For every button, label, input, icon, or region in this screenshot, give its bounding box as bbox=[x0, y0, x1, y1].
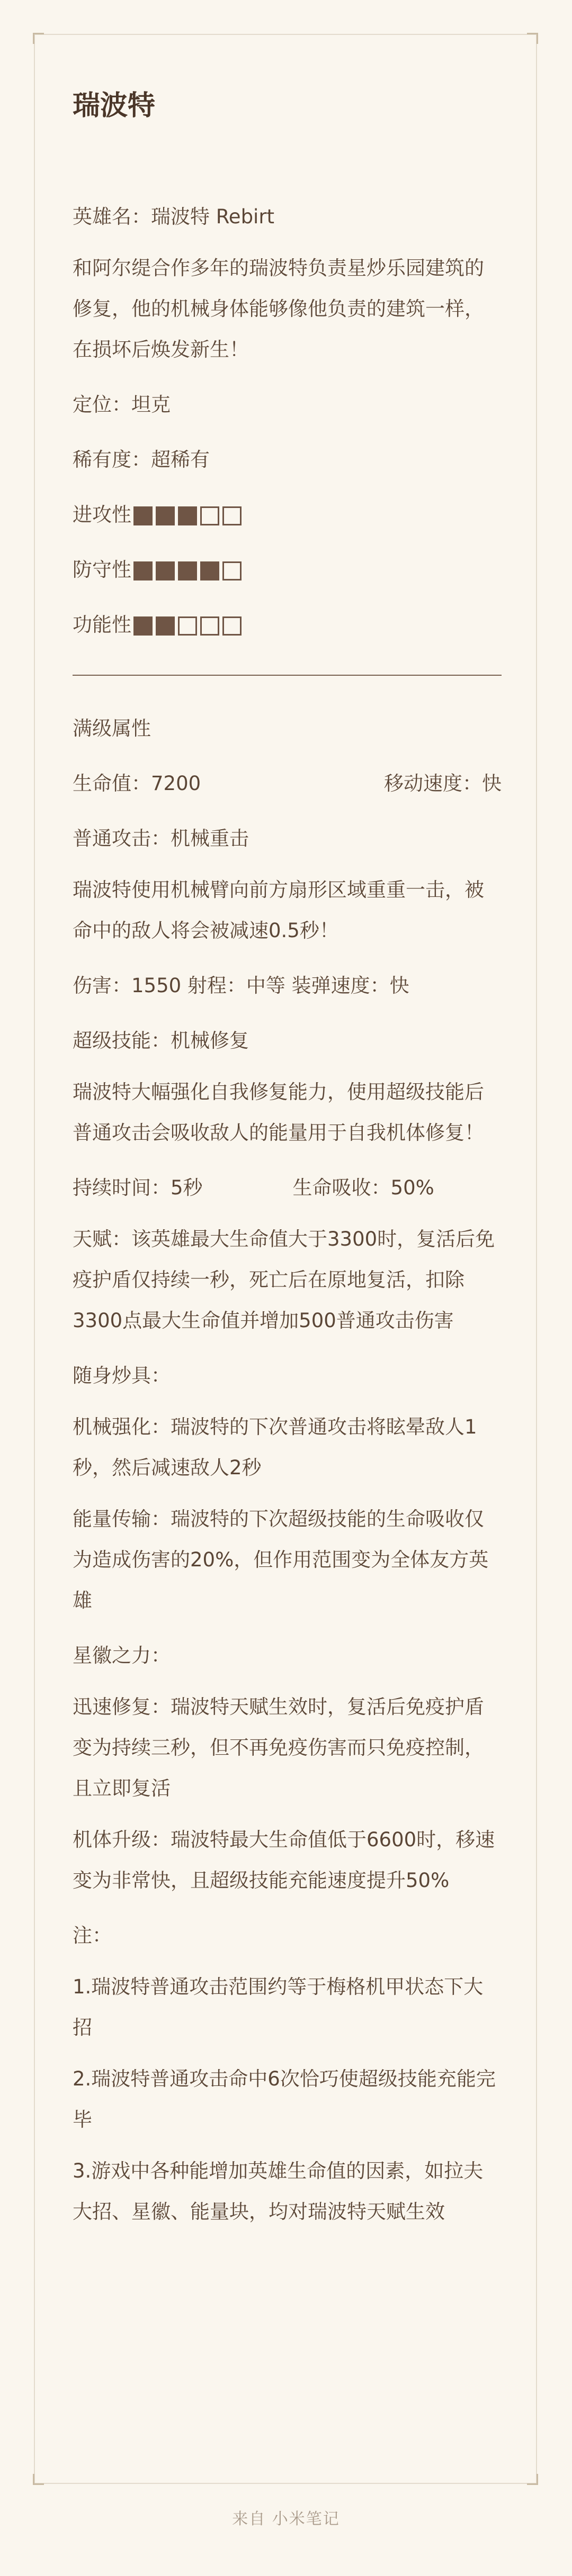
duration-row bbox=[73, 1164, 502, 1212]
max-level-heading: 满级属性 bbox=[73, 717, 151, 740]
rating-square-filled bbox=[156, 561, 175, 580]
rating-square-empty bbox=[200, 616, 219, 636]
talent: 天赋：该英雄最大生命值大于3300时，复活后免疫护盾仅持续一秒，死亡后在原地复活，扣除3300点最大生命值并增加500普通攻击伤害 bbox=[73, 1228, 495, 1332]
notes-heading: 注： bbox=[73, 1924, 112, 1947]
rating-square-filled bbox=[200, 561, 219, 580]
note-3: 3.游戏中各种能增加英雄生命值的因素，如拉夫大招、星徽、能量块，均对瑞波特天赋生效 bbox=[73, 2160, 484, 2223]
rating-square-filled bbox=[178, 506, 197, 525]
rating-square-filled bbox=[133, 506, 153, 525]
rating-squares bbox=[133, 616, 242, 636]
star-power-1: 迅速修复：瑞波特天赋生效时，复活后免疫护盾变为持续三秒，但不再免疫伤害而只免疫控制，且立即复活 bbox=[73, 1695, 484, 1800]
note-content[interactable] bbox=[73, 85, 502, 2243]
note-1: 1.瑞波特普通攻击范围约等于梅格机甲状态下大招 bbox=[73, 1975, 484, 2039]
note-title: 瑞波特 bbox=[73, 90, 156, 122]
rating-square-filled bbox=[133, 616, 153, 636]
attack-stats: 伤害：1550 射程：中等 装弹速度：快 bbox=[73, 974, 409, 997]
move-speed: 移动速度：快 bbox=[384, 772, 502, 795]
hp-value: 生命值：7200 bbox=[73, 772, 201, 795]
star-power-2: 机体升级：瑞波特最大生命值低于6600时，移速变为非常快，且超级技能充能速度提升50% bbox=[73, 1828, 495, 1892]
rating-utility bbox=[73, 601, 502, 649]
duration: 持续时间：5秒 bbox=[73, 1176, 203, 1199]
frame-corner bbox=[527, 2474, 538, 2485]
gadget-1: 机械强化：瑞波特的下次普通攻击将眩晕敌人1秒，然后减速敌人2秒 bbox=[73, 1416, 477, 1479]
rating-attack bbox=[73, 491, 502, 539]
section-divider bbox=[73, 675, 502, 676]
super-skill: 超级技能：机械修复 bbox=[73, 1029, 249, 1052]
gadget-heading: 随身炒具： bbox=[73, 1364, 171, 1387]
rating-label: 功能性 bbox=[73, 613, 131, 636]
hero-rarity: 稀有度：超稀有 bbox=[73, 448, 210, 471]
hp-speed-row bbox=[73, 759, 502, 808]
gadget-2: 能量传输：瑞波特的下次超级技能的生命吸收仅为造成伤害的20%，但作用范围变为全体友方英雄 bbox=[73, 1508, 489, 1612]
rating-square-filled bbox=[133, 561, 153, 580]
frame-corner bbox=[527, 33, 538, 44]
rating-square-empty bbox=[222, 561, 242, 580]
rating-square-empty bbox=[200, 506, 219, 525]
rating-defense bbox=[73, 546, 502, 594]
rating-square-filled bbox=[178, 561, 197, 580]
note-2: 2.瑞波特普通攻击命中6次恰巧使超级技能充能完毕 bbox=[73, 2067, 496, 2131]
hero-name: 英雄名：瑞波特 Rebirt bbox=[73, 205, 275, 228]
rating-squares bbox=[133, 561, 242, 580]
rating-square-empty bbox=[222, 506, 242, 525]
normal-attack: 普通攻击：机械重击 bbox=[73, 827, 249, 850]
rating-label: 防守性 bbox=[73, 558, 131, 581]
hero-intro: 和阿尔缇合作多年的瑞波特负责星炒乐园建筑的修复，他的机械身体能够像他负责的建筑一样，在损坏后焕发新生！ bbox=[73, 257, 484, 361]
normal-attack-desc: 瑞波特使用机械臂向前方扇形区域重重一击，被命中的敌人将会被减速0.5秒！ bbox=[73, 878, 484, 942]
frame-corner bbox=[33, 2474, 44, 2485]
rating-label: 进攻性 bbox=[73, 503, 131, 526]
frame-corner bbox=[33, 33, 44, 44]
rating-squares bbox=[133, 506, 242, 525]
hero-position: 定位：坦克 bbox=[73, 393, 171, 416]
super-skill-desc: 瑞波特大幅强化自我修复能力，使用超级技能后普通攻击会吸收敌人的能量用于自我机体修复！ bbox=[73, 1081, 484, 1144]
life-steal: 生命吸收：50% bbox=[292, 1176, 434, 1199]
rating-square-empty bbox=[178, 616, 197, 636]
star-heading: 星徽之力： bbox=[73, 1644, 171, 1667]
rating-square-filled bbox=[156, 506, 175, 525]
source-footer: 来自 小米笔记 bbox=[232, 2510, 340, 2528]
rating-square-empty bbox=[222, 616, 242, 636]
rating-square-filled bbox=[156, 616, 175, 636]
